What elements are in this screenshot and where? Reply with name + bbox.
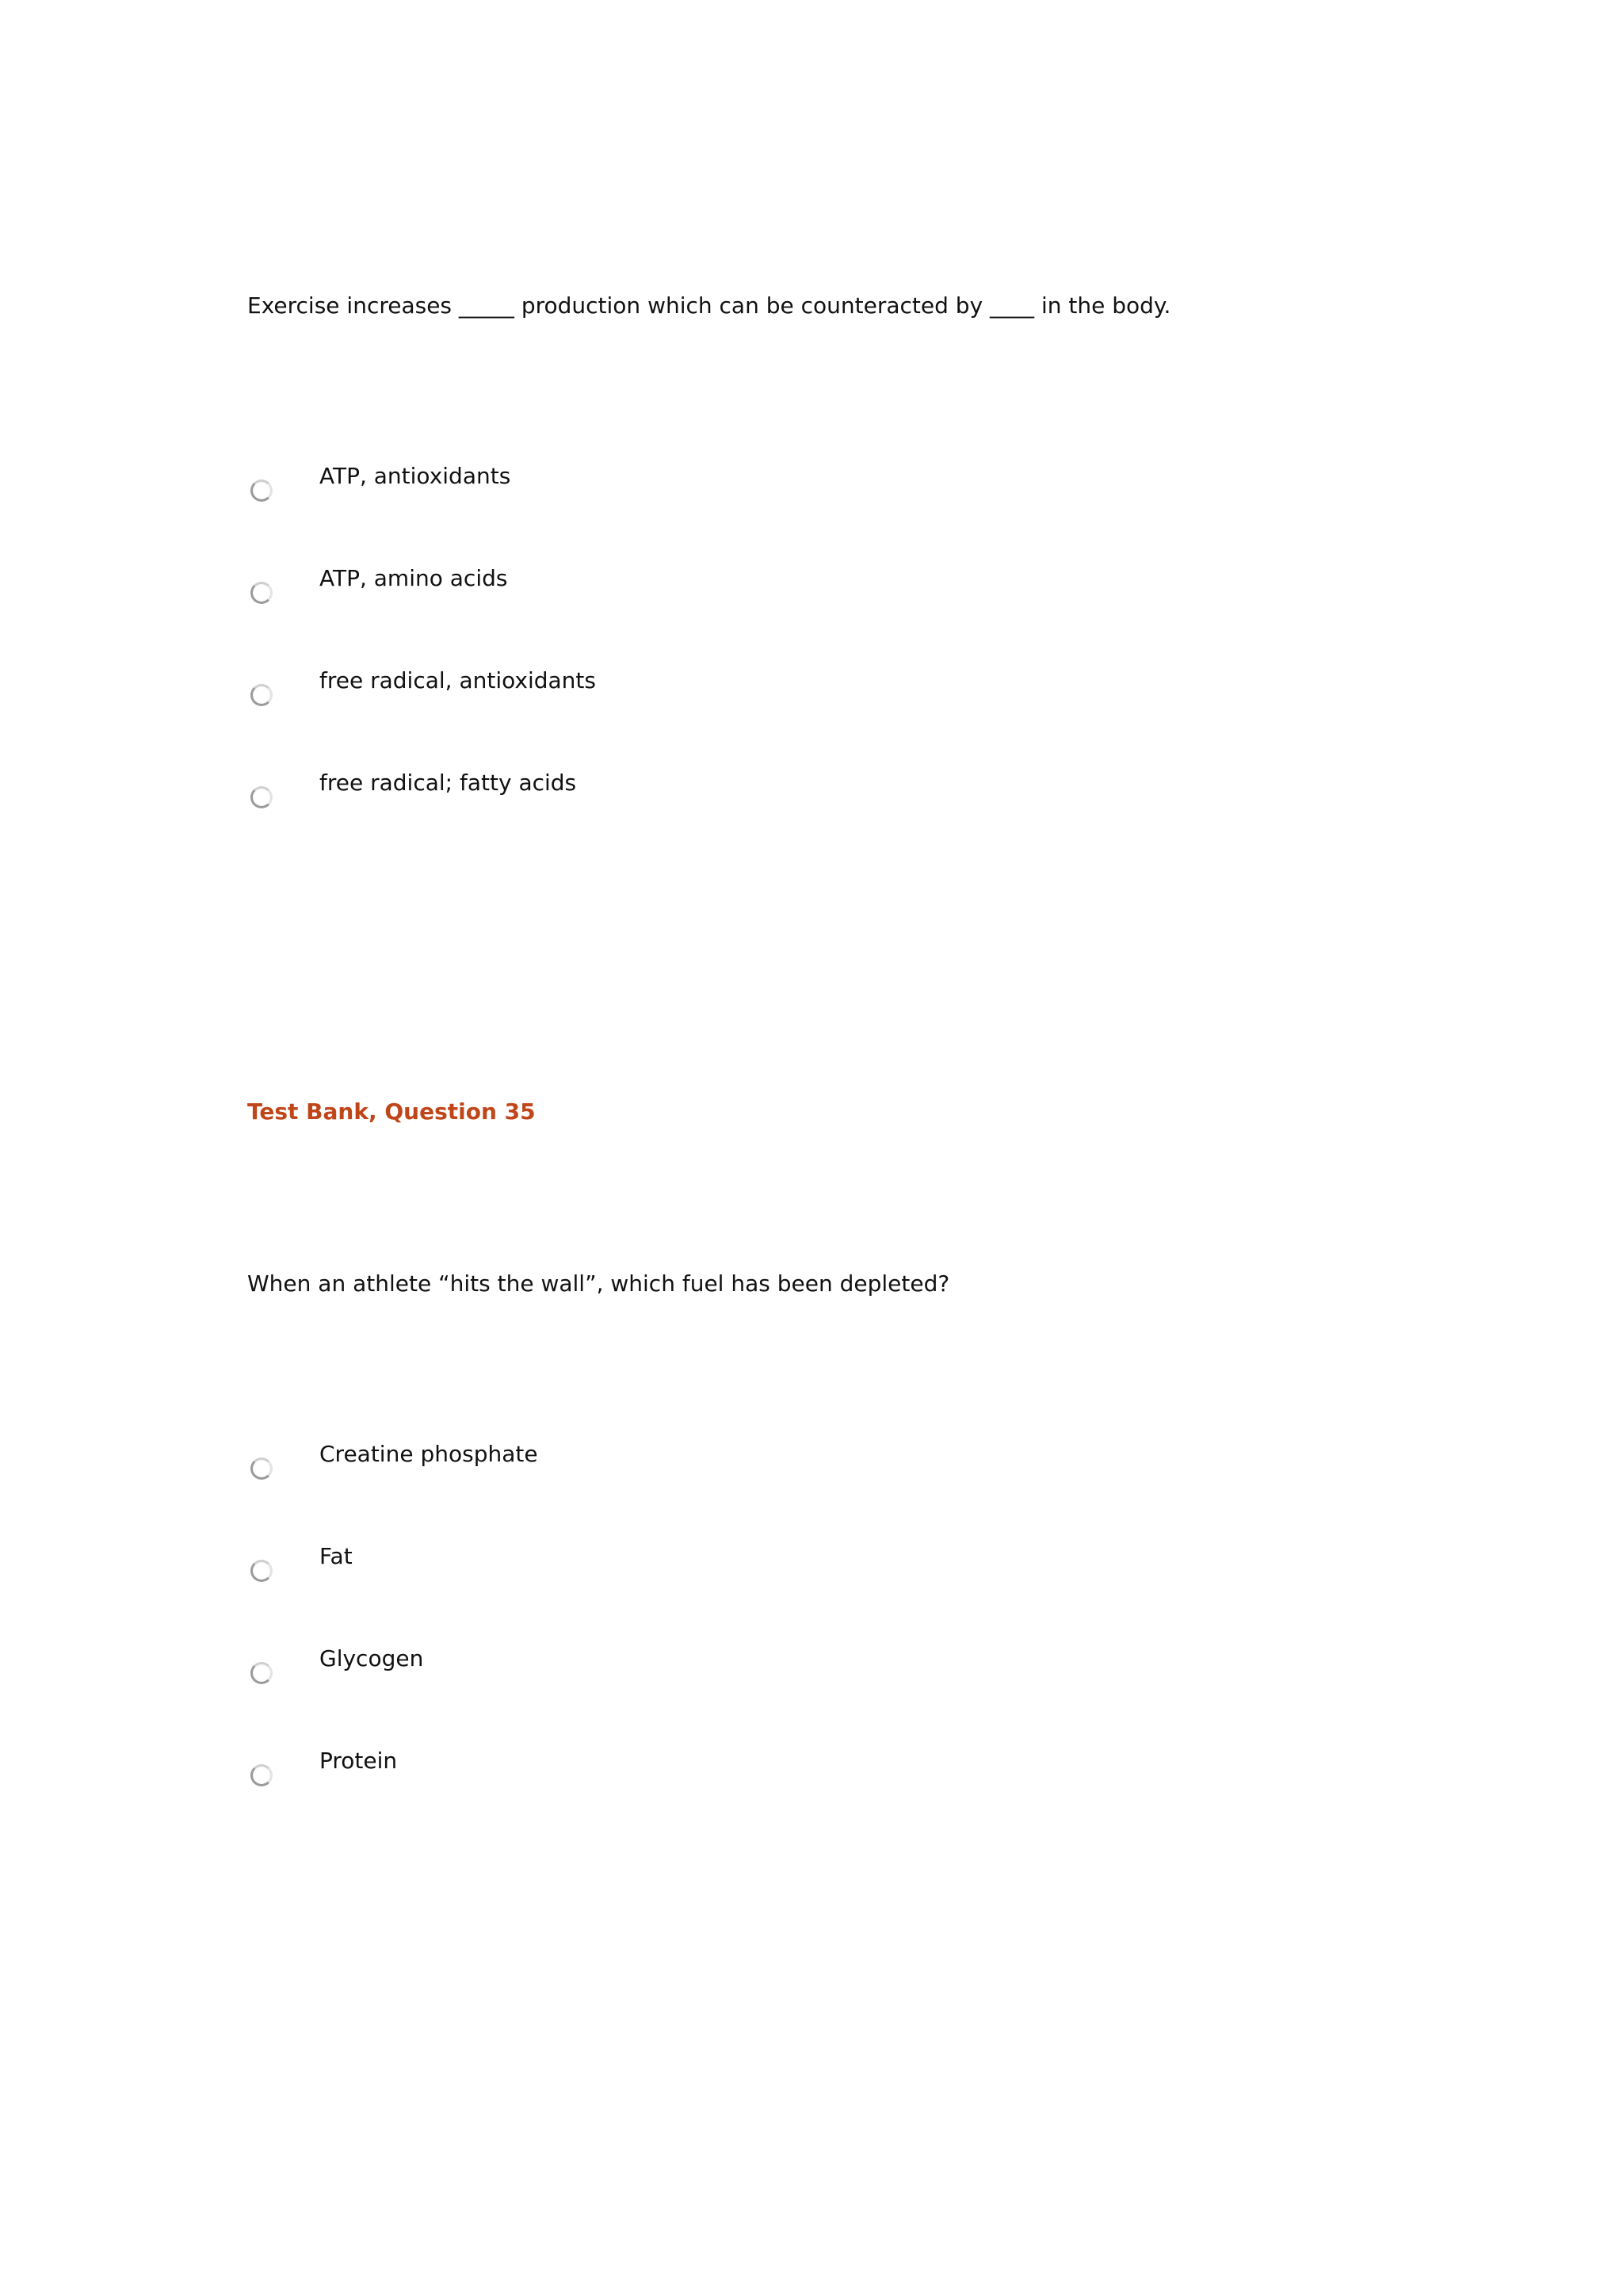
option-label: Glycogen (319, 1645, 424, 1671)
radio-button-icon[interactable] (250, 582, 273, 604)
question-35-option-1[interactable] (247, 1440, 1198, 1488)
radio-button-icon[interactable] (250, 786, 273, 808)
question-34-option-1[interactable] (247, 462, 1198, 510)
question-34-option-3[interactable] (247, 667, 1198, 714)
question-34-text: Exercise increases _____ production which can be counteracted by ____ in the body. (247, 292, 1171, 319)
radio-button-icon[interactable] (250, 1457, 273, 1480)
option-label: ATP, amino acids (319, 565, 508, 591)
question-35-heading: Test Bank, Question 35 (247, 1098, 536, 1125)
radio-button-icon[interactable] (250, 1560, 273, 1582)
question-35-option-4[interactable] (247, 1747, 1198, 1794)
question-35-text: When an athlete “hits the wall”, which fuel has been depleted? (247, 1270, 950, 1297)
radio-button-icon[interactable] (250, 1764, 273, 1786)
option-label: Protein (319, 1748, 398, 1774)
option-label: ATP, antioxidants (319, 463, 511, 489)
question-35-option-3[interactable] (247, 1645, 1198, 1692)
question-35-option-2[interactable] (247, 1542, 1198, 1590)
option-label: Fat (319, 1543, 353, 1569)
option-label: free radical; fatty acids (319, 770, 577, 796)
option-label: free radical, antioxidants (319, 667, 596, 693)
question-34-option-2[interactable] (247, 564, 1198, 612)
radio-button-icon[interactable] (250, 1662, 273, 1684)
radio-button-icon[interactable] (250, 684, 273, 706)
option-label: Creatine phosphate (319, 1441, 538, 1467)
radio-button-icon[interactable] (250, 479, 273, 502)
question-34-option-4[interactable] (247, 769, 1198, 816)
